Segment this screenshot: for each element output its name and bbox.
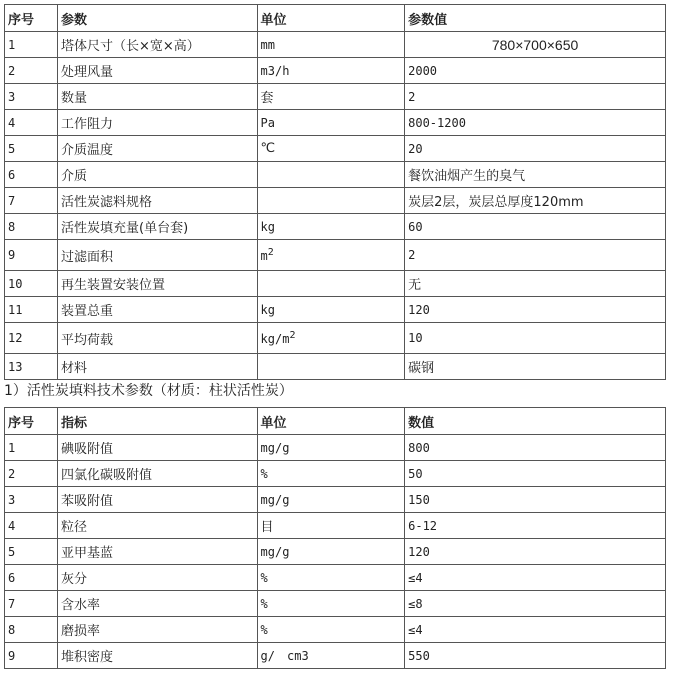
table-row <box>5 565 666 591</box>
row-no: 2 <box>5 58 58 84</box>
table-header-row <box>5 408 666 435</box>
row-unit: % <box>257 461 405 487</box>
row-value: 150 <box>405 487 666 513</box>
header-no: 序号 <box>5 408 58 435</box>
row-no: 6 <box>5 162 58 188</box>
row-unit: g/ cm3 <box>257 643 405 669</box>
row-value: ≤4 <box>405 617 666 643</box>
row-unit: 套 <box>257 84 405 110</box>
table-row <box>5 435 666 461</box>
row-param: 再生装置安装位置 <box>58 271 258 297</box>
row-no: 10 <box>5 271 58 297</box>
table-row <box>5 162 666 188</box>
row-param: 活性炭填充量(单台套) <box>58 214 258 240</box>
row-param: 装置总重 <box>58 297 258 323</box>
row-value: 餐饮油烟产生的臭气 <box>405 162 666 188</box>
row-unit <box>257 271 405 297</box>
table-header-row <box>5 5 666 32</box>
unit-superscript: 2 <box>267 247 274 258</box>
unit-base: m <box>260 249 268 263</box>
row-param: 处理风量 <box>58 58 258 84</box>
table-row <box>5 84 666 110</box>
row-no: 1 <box>5 435 58 461</box>
row-unit <box>257 323 405 354</box>
table-row <box>5 271 666 297</box>
table-row <box>5 136 666 162</box>
row-no: 8 <box>5 214 58 240</box>
row-unit: ℃ <box>257 136 405 162</box>
table-row <box>5 487 666 513</box>
row-value: 2 <box>405 240 666 271</box>
row-value: 10 <box>405 323 666 354</box>
unit-superscript: 2 <box>289 330 296 341</box>
row-value: 2000 <box>405 58 666 84</box>
row-unit <box>257 354 405 380</box>
row-unit <box>257 240 405 271</box>
row-unit: kg <box>257 214 405 240</box>
row-no: 6 <box>5 565 58 591</box>
row-value: 780×700×650 <box>405 32 666 58</box>
row-param: 亚甲基蓝 <box>58 539 258 565</box>
row-unit: Pa <box>257 110 405 136</box>
table-row <box>5 58 666 84</box>
row-value: 2 <box>405 84 666 110</box>
row-no: 12 <box>5 323 58 354</box>
row-unit: % <box>257 591 405 617</box>
row-unit: % <box>257 565 405 591</box>
row-no: 8 <box>5 617 58 643</box>
row-param: 活性炭滤料规格 <box>58 188 258 214</box>
row-param: 介质温度 <box>58 136 258 162</box>
row-no: 11 <box>5 297 58 323</box>
row-param: 粒径 <box>58 513 258 539</box>
table-row <box>5 323 666 354</box>
row-unit <box>257 162 405 188</box>
row-unit: mg/g <box>257 435 405 461</box>
table-row <box>5 461 666 487</box>
row-value: 120 <box>405 539 666 565</box>
row-value: 60 <box>405 214 666 240</box>
row-value: 50 <box>405 461 666 487</box>
row-param: 堆积密度 <box>58 643 258 669</box>
header-no: 序号 <box>5 5 58 32</box>
section-caption: 1）活性炭填料技术参数（材质：柱状活性炭） <box>4 383 293 399</box>
row-param: 过滤面积 <box>58 240 258 271</box>
row-no: 5 <box>5 136 58 162</box>
header-unit: 单位 <box>257 408 405 435</box>
row-unit: mg/g <box>257 487 405 513</box>
row-no: 9 <box>5 240 58 271</box>
table-row <box>5 32 666 58</box>
table-row <box>5 539 666 565</box>
row-value: ≤8 <box>405 591 666 617</box>
row-param: 碘吸附值 <box>58 435 258 461</box>
row-unit: mg/g <box>257 539 405 565</box>
row-no: 2 <box>5 461 58 487</box>
table-row <box>5 591 666 617</box>
row-unit: 目 <box>257 513 405 539</box>
row-param: 数量 <box>58 84 258 110</box>
table-row <box>5 297 666 323</box>
table-row <box>5 188 666 214</box>
row-param: 介质 <box>58 162 258 188</box>
parameter-table <box>4 4 666 380</box>
row-unit: kg <box>257 297 405 323</box>
row-no: 3 <box>5 487 58 513</box>
table-row <box>5 617 666 643</box>
header-param: 参数 <box>58 5 258 32</box>
row-param: 平均荷载 <box>58 323 258 354</box>
unit-base: kg/m <box>260 332 290 346</box>
row-no: 7 <box>5 591 58 617</box>
row-no: 7 <box>5 188 58 214</box>
table-row <box>5 214 666 240</box>
row-value: 炭层2层，炭层总厚度120mm <box>405 188 666 214</box>
header-value: 参数值 <box>405 5 666 32</box>
row-param: 灰分 <box>58 565 258 591</box>
row-param: 工作阻力 <box>58 110 258 136</box>
table-row <box>5 110 666 136</box>
row-value: 6-12 <box>405 513 666 539</box>
row-unit: mm <box>257 32 405 58</box>
row-no: 3 <box>5 84 58 110</box>
row-value: 550 <box>405 643 666 669</box>
row-value: 800 <box>405 435 666 461</box>
table-row <box>5 513 666 539</box>
header-unit: 单位 <box>257 5 405 32</box>
row-value: 碳钢 <box>405 354 666 380</box>
row-param: 苯吸附值 <box>58 487 258 513</box>
row-value: 800-1200 <box>405 110 666 136</box>
row-no: 5 <box>5 539 58 565</box>
row-no: 1 <box>5 32 58 58</box>
row-no: 13 <box>5 354 58 380</box>
row-param: 材料 <box>58 354 258 380</box>
row-param: 塔体尺寸（长×宽×高） <box>58 32 258 58</box>
header-value: 数值 <box>405 408 666 435</box>
row-value: ≤4 <box>405 565 666 591</box>
header-indicator: 指标 <box>58 408 258 435</box>
row-value: 120 <box>405 297 666 323</box>
row-no: 4 <box>5 110 58 136</box>
row-unit <box>257 188 405 214</box>
row-unit: m3/h <box>257 58 405 84</box>
filler-spec-table <box>4 407 666 669</box>
row-no: 4 <box>5 513 58 539</box>
table-row <box>5 643 666 669</box>
row-param: 磨损率 <box>58 617 258 643</box>
row-value: 20 <box>405 136 666 162</box>
table-row <box>5 240 666 271</box>
row-value: 无 <box>405 271 666 297</box>
row-unit: % <box>257 617 405 643</box>
row-no: 9 <box>5 643 58 669</box>
row-param: 含水率 <box>58 591 258 617</box>
table-row <box>5 354 666 380</box>
row-param: 四氯化碳吸附值 <box>58 461 258 487</box>
